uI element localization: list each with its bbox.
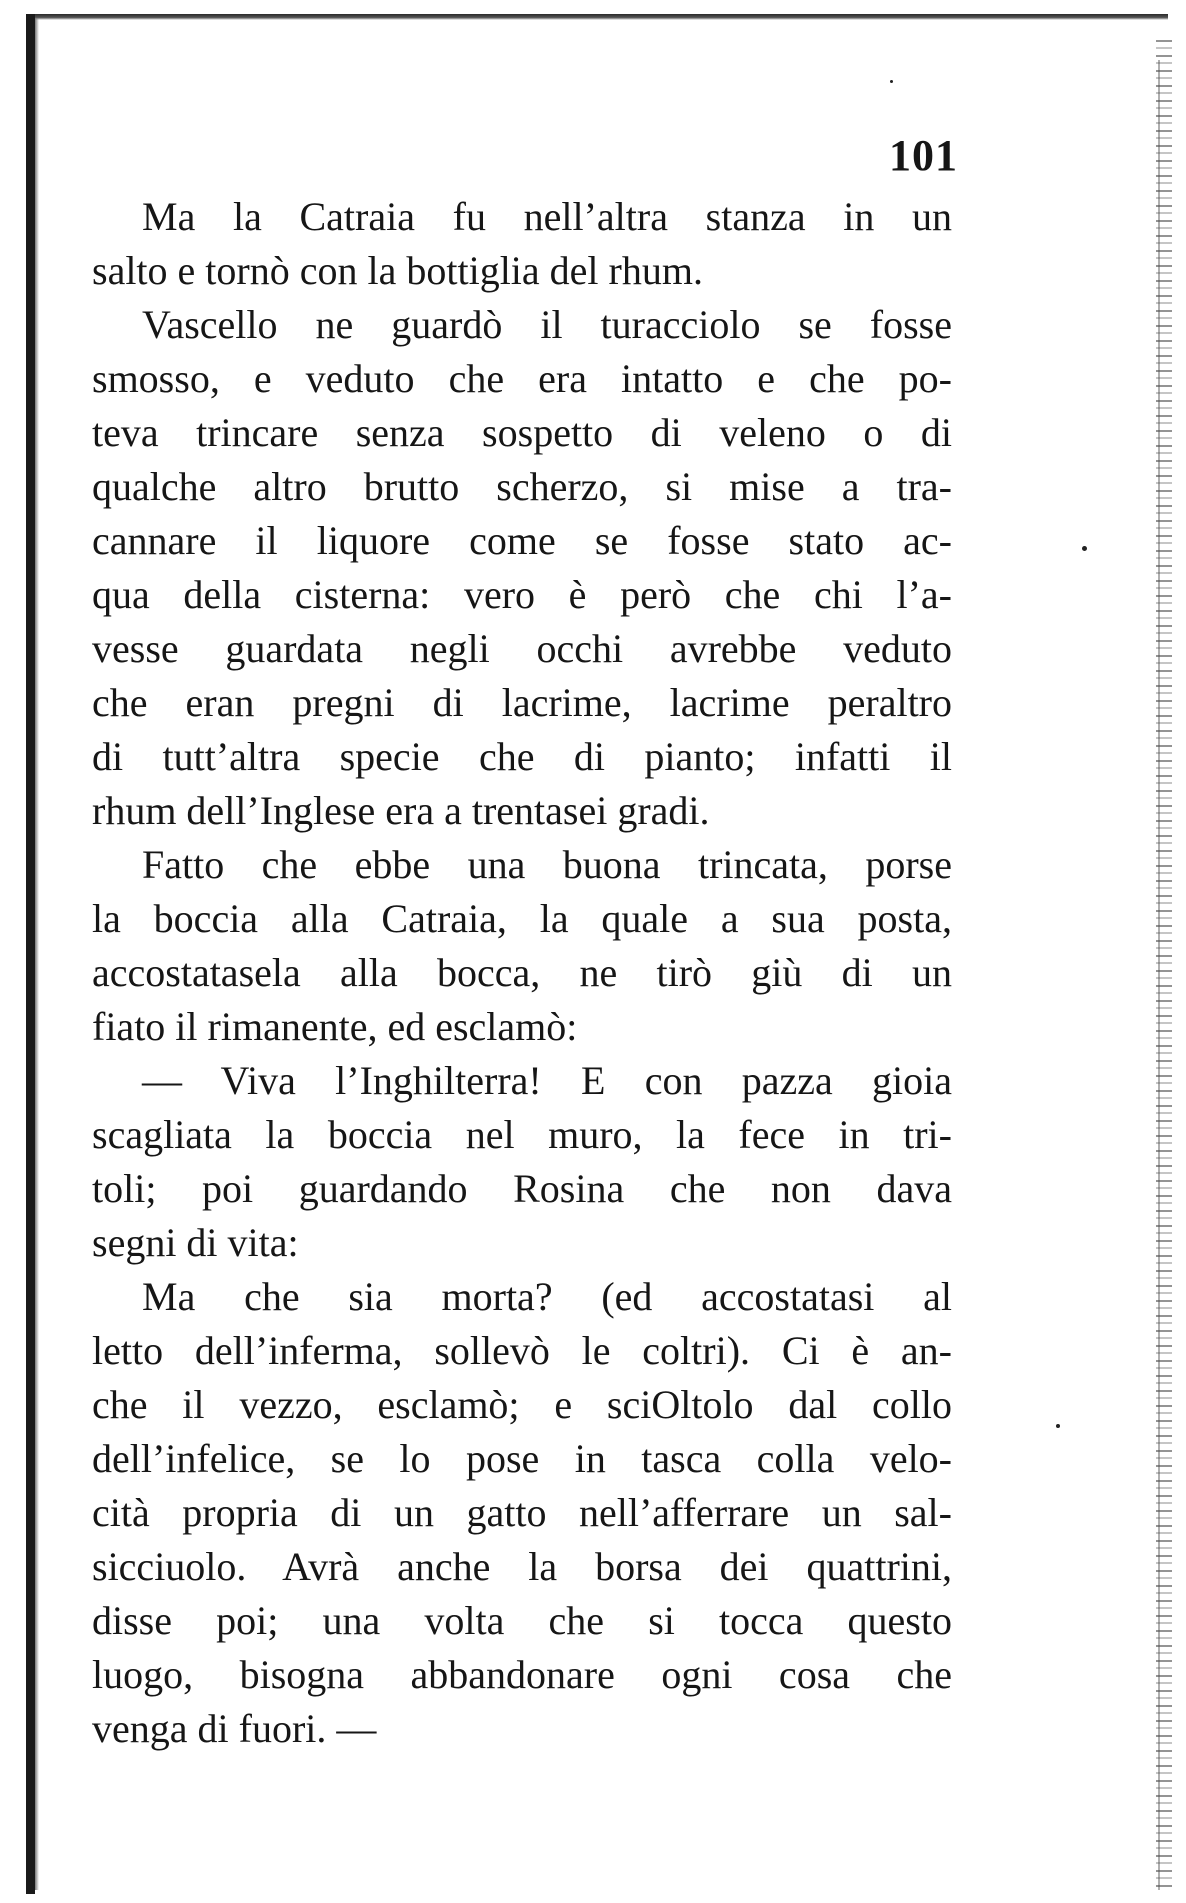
text-line: letto dell’inferma, sollevò le coltri). Ci è an- (92, 1328, 952, 1373)
text-line: dell’infelice, se lo pose in tasca colla velo- (92, 1436, 952, 1481)
text-line: sicciuolo. Avrà anche la borsa dei quattrini, (92, 1544, 952, 1589)
scan-top-edge (28, 14, 1168, 20)
scan-speck (1056, 1424, 1060, 1428)
text-line: la boccia alla Catraia, la quale a sua posta, (92, 896, 952, 941)
text-line: fiato il rimanente, ed esclamò: (92, 1004, 578, 1049)
text-line: teva trincare senza sospetto di veleno o di (92, 410, 952, 455)
text-line: Ma la Catraia fu nell’altra stanza in un (142, 194, 952, 239)
text-line: smosso, e veduto che era intatto e che po- (92, 356, 952, 401)
text-line: luogo, bisogna abbandonare ogni cosa che (92, 1652, 952, 1697)
text-line: Vascello ne guardò il turacciolo se fosse (142, 302, 952, 347)
page-number: 101 (889, 131, 958, 180)
text-line: di tutt’altra specie che di pianto; infatti il (92, 734, 952, 779)
text-line: scagliata la boccia nel muro, la fece in tri- (92, 1112, 952, 1157)
text-line: cità propria di un gatto nell’afferrare un sal- (92, 1490, 952, 1535)
text-line: che eran pregni di lacrime, lacrime peraltro (92, 680, 952, 725)
text-line: rhum dell’Inglese era a trentasei gradi. (92, 788, 710, 833)
text-line: qua della cisterna: vero è però che chi l’a- (92, 572, 952, 617)
scan-left-shadow (35, 18, 39, 1890)
text-line: qualche altro brutto scherzo, si mise a tra- (92, 464, 952, 509)
text-line: salto e tornò con la bottiglia del rhum. (92, 248, 703, 293)
text-line: Fatto che ebbe una buona trincata, porse (142, 842, 952, 887)
scan-right-line (1158, 60, 1160, 1890)
text-line: che il vezzo, esclamò; e sciOltolo dal collo (92, 1382, 952, 1427)
text-line: cannare il liquore come se fosse stato ac- (92, 518, 952, 563)
body-text (92, 190, 952, 1756)
text-line: vesse guardata negli occhi avrebbe veduto (92, 626, 952, 671)
text-line: Ma che sia morta? (ed accostatasi al (142, 1274, 952, 1319)
text-line: toli; poi guardando Rosina che non dava (92, 1166, 952, 1211)
text-line: accostatasela alla bocca, ne tirò giù di un (92, 950, 952, 995)
scan-speck (890, 80, 893, 83)
text-line: disse poi; una volta che si tocca questo (92, 1598, 952, 1643)
text-line: — Viva l’Inghilterra! E con pazza gioia (142, 1058, 952, 1103)
text-line: venga di fuori. — (92, 1706, 377, 1751)
scan-left-edge (26, 14, 35, 1894)
text-line: segni di vita: (92, 1220, 299, 1265)
scan-speck (1082, 546, 1087, 551)
